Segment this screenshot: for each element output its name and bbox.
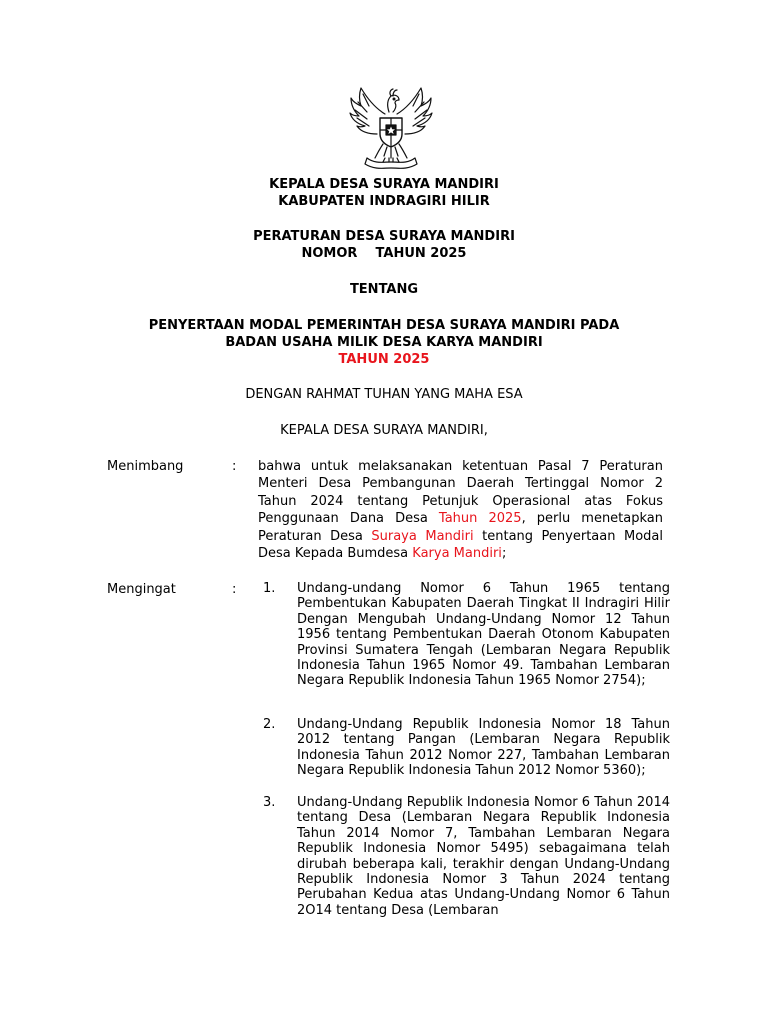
subject-year: TAHUN 2025	[338, 352, 430, 367]
blessing-line: DENGAN RAHMAT TUHAN YANG MAHA ESA	[245, 387, 523, 402]
mengingat-label: Mengingat	[107, 582, 176, 597]
regulation-number: NOMOR TAHUN 2025	[301, 246, 467, 261]
official-line: KEPALA DESA SURAYA MANDIRI,	[280, 423, 488, 438]
issuer-title: KEPALA DESA SURAYA MANDIRI	[269, 177, 499, 192]
subject-line-1: PENYERTAAN MODAL PEMERINTAH DESA SURAYA MANDIRI PADA	[148, 318, 620, 333]
mengingat-item-1-number: 1.	[263, 581, 276, 596]
subject-line-2: BADAN USAHA MILIK DESA KARYA MANDIRI	[225, 335, 543, 350]
mengingat-item-2-text: Undang-Undang Republik Indonesia Nomor 18 Tahun 2012 tentang Pangan (Lembaran Negara Republik Indonesia Tahun 2012 Nomor 227, Tambahan Lembaran Negara Republik Indonesia Tahun 2012 Nomor 5360);	[297, 717, 670, 779]
mengingat-item-1-text: Undang-undang Nomor 6 Tahun 1965 tentang Pembentukan Kabupaten Daerah Tingkat II Indragiri Hilir Dengan Mengubah Undang-Undang Nomor 12 Tahun 1956 tentang Pembentukan Daerah Otonom Kabupaten Provinsi Sumatera Tengah (Lembaran Negara Republik Indonesia Tahun 1965 Nomor 49. Tambahan Lembaran Negara Republik Indonesia Tahun 1965 Nomor 2754);	[297, 581, 670, 689]
mengingat-item-3-text: Undang-Undang Republik Indonesia Nomor 6 Tahun 2014 tentang Desa (Lembaran Negara Republik Indonesia Tahun 2014 Nomor 7, Tambahan Lembaran Negara Republik Indonesia Nomor 5495) sebagaimana telah dirubah beberapa kali, terakhir dengan Undang-Undang Republik Indonesia Nomor 3 Tahun 2024 tentang Perubahan Kedua atas Undang-Undang Nomor 6 Tahun 2O14 tentang Desa (Lembaran	[297, 795, 670, 918]
menimbang-village: Suraya Mandiri	[371, 528, 474, 544]
menimbang-text-2: , perlu menetapkan Peraturan Desa	[258, 511, 663, 544]
tentang-heading: TENTANG	[349, 282, 419, 297]
menimbang-year: Tahun 2025	[438, 511, 522, 527]
regulation-title: PERATURAN DESA SURAYA MANDIRI	[253, 229, 515, 244]
menimbang-label: Menimbang	[107, 459, 184, 474]
menimbang-paragraph	[258, 458, 663, 562]
menimbang-text-4: ;	[501, 546, 507, 562]
mengingat-item-3-number: 3.	[263, 795, 276, 810]
menimbang-text-3: tentang Penyertaan Modal Desa Kepada Bumdesa	[258, 528, 663, 562]
mengingat-colon: :	[232, 582, 237, 597]
menimbang-text-1: bahwa untuk melaksanakan ketentuan Pasal 7 Peraturan Menteri Desa Pembangunan Daerah Tertinggal Nomor 2 Tahun 2024 tentang Petunjuk Operasional atas Fokus Penggunaan Dana Desa	[258, 459, 663, 527]
menimbang-bumdes: Karya Mandiri	[412, 546, 502, 562]
mengingat-item-2-number: 2.	[263, 717, 276, 732]
garuda-emblem-icon	[345, 84, 437, 172]
menimbang-colon: :	[232, 459, 237, 474]
regency-title: KABUPATEN INDRAGIRI HILIR	[278, 194, 490, 209]
